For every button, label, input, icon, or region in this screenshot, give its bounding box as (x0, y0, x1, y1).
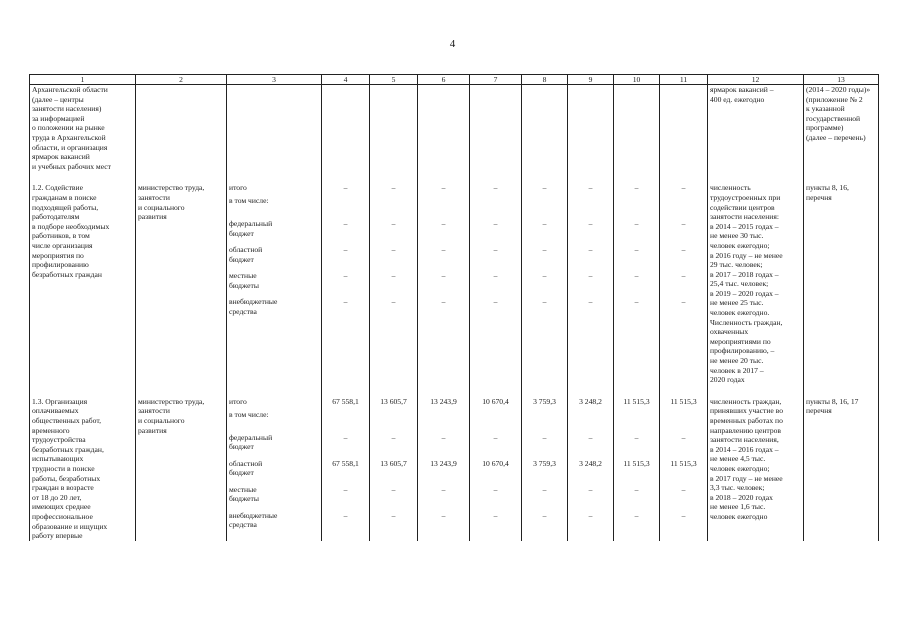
funding-value: 67 558,1 (332, 458, 359, 468)
column-header: 10 (614, 75, 660, 85)
funding-value: – (588, 484, 593, 494)
funding-values-v11 (660, 397, 708, 541)
funding-values-v9 (568, 85, 614, 172)
funding-value (418, 196, 469, 219)
funding-value: – (343, 219, 348, 229)
funding-value: – (343, 183, 348, 193)
funding-values-v5 (370, 183, 418, 384)
funding-value: – (343, 484, 348, 494)
funding-value: 10 670,4 (482, 396, 509, 406)
column-header: 1 (30, 75, 136, 85)
funding-value: – (493, 432, 498, 442)
reference: пункты 8, 16, перечня (806, 183, 849, 202)
funding-source-cell (227, 397, 322, 541)
funding-value: – (681, 484, 686, 494)
funding-value: – (542, 245, 547, 255)
column-header: 13 (804, 75, 879, 85)
measure-name-cell (30, 85, 136, 172)
reference: пункты 8, 16, 17 перечня (806, 396, 859, 416)
funding-value: – (441, 271, 446, 281)
indicator-cell (708, 183, 804, 384)
table-row (30, 183, 879, 384)
funding-values-v7 (470, 85, 522, 172)
funding-values-v8 (522, 397, 568, 541)
funding-value (614, 410, 659, 433)
funding-value: – (391, 245, 396, 255)
measure-name-cell (30, 183, 136, 384)
funding-value: – (681, 271, 686, 281)
funding-value: 11 515,3 (623, 458, 650, 468)
funding-value: – (493, 183, 498, 193)
funding-value (522, 410, 567, 433)
funding-value (568, 410, 613, 433)
funding-value: – (542, 183, 547, 193)
measure-name: 1.3. Организация оплачиваемых общественных работ, временного трудоустройства безработных граждан, испытывающих трудности в поиске работы, безработных граждан в возрасте от 18 до 20 лет, имеющих среднее профессиональное образование и ищущих работу впервые (32, 396, 108, 541)
reference-cell (804, 397, 879, 541)
funding-value: – (391, 271, 396, 281)
column-header: 7 (470, 75, 522, 85)
funding-value: – (493, 484, 498, 494)
funding-value (470, 196, 521, 219)
funding-value (522, 196, 567, 219)
funding-value: – (588, 245, 593, 255)
funding-values-v6 (418, 85, 470, 172)
funding-value: – (588, 219, 593, 229)
column-header: 5 (370, 75, 418, 85)
target-indicator: ярмарок вакансий – 400 ед. ежегодно (710, 85, 774, 104)
executor-cell (136, 85, 227, 172)
measure-name: Архангельской области (далее – центры занятости населения) за информацией о положении на рынке труда в Архангельской области, и организация ярмарок вакансий и учебных рабочих мест (32, 85, 111, 171)
column-header: 11 (660, 75, 708, 85)
funding-value: – (634, 510, 639, 520)
funding-values-v4 (322, 85, 370, 172)
funding-value (614, 196, 659, 219)
funding-values-v9 (568, 183, 614, 384)
funding-value: – (343, 297, 348, 307)
funding-value (470, 410, 521, 433)
funding-value (660, 196, 707, 219)
funding-value: – (343, 510, 348, 520)
funding-value: – (681, 183, 686, 193)
funding-values-v4 (322, 397, 370, 541)
funding-value: 13 605,7 (380, 396, 407, 406)
funding-value: – (441, 219, 446, 229)
funding-value: – (588, 510, 593, 520)
funding-value: – (588, 271, 593, 281)
funding-values-v10 (614, 183, 660, 384)
funding-source-label: итого (229, 183, 247, 193)
funding-values-v6 (418, 397, 470, 541)
funding-value: – (634, 432, 639, 442)
column-header: 9 (568, 75, 614, 85)
funding-values-v9 (568, 397, 614, 541)
reference-cell (804, 85, 879, 172)
funding-value: – (493, 219, 498, 229)
funding-source-label: областной бюджет (229, 245, 263, 264)
funding-value: 11 515,3 (670, 396, 697, 406)
funding-source-label: областной бюджет (229, 458, 263, 478)
funding-value: – (542, 432, 547, 442)
funding-values-v8 (522, 183, 568, 384)
target-indicator: численность граждан, принявших участие во временных работах по направлению центров занятости населения, в 2014 – 2016 годах – не менее 4,5 тыс. человек ежегодно; в 2017 году – не менее 3,3 тыс. человек; в 2018 – 2020 годах не менее 1,6 тыс. человек ежегодно (710, 396, 784, 521)
funding-values-v5 (370, 85, 418, 172)
column-header: 4 (322, 75, 370, 85)
measure-name-cell (30, 397, 136, 541)
column-header: 8 (522, 75, 568, 85)
funding-source-label: внебюджетные средства (229, 510, 278, 530)
funding-value: – (441, 297, 446, 307)
funding-source-label: в том числе: (229, 409, 269, 419)
funding-source-label: местные бюджеты (229, 484, 259, 504)
funding-value (660, 410, 707, 433)
funding-value: – (542, 297, 547, 307)
program-table (29, 74, 879, 541)
funding-value: – (542, 219, 547, 229)
table-row (30, 85, 879, 172)
funding-value: – (493, 245, 498, 255)
funding-value: 3 759,3 (533, 396, 556, 406)
row-spacer (30, 385, 879, 397)
funding-value: 13 605,7 (380, 458, 407, 468)
funding-value: – (681, 297, 686, 307)
executor: министерство труда, занятости и социального развития (138, 183, 205, 222)
reference: (2014 – 2020 годы)» (приложение № 2 к указанной государственной программе) (далее – перечень) (806, 85, 871, 142)
funding-values-v4 (322, 183, 370, 384)
funding-value: – (634, 271, 639, 281)
funding-value: – (391, 219, 396, 229)
funding-value: – (343, 432, 348, 442)
funding-source-label: в том числе: (229, 196, 269, 206)
funding-value: – (441, 245, 446, 255)
funding-source-label: итого (229, 396, 247, 406)
funding-value: – (542, 484, 547, 494)
funding-value (370, 410, 417, 433)
target-indicator: численность трудоустроенных при содействии центров занятости населения: в 2014 – 2015 годах – не менее 30 тыс. человек ежегодно; в 2016 году – не менее 29 тыс. человек; в 2017 – 2018 годах – 25,4 тыс. человек; в 2019 – 2020 годах – не менее 25 тыс. человек ежегодно. Численность граждан, охваченных мероприятиями по профилированию, – не менее 20 тыс. человек в 2017 – 2020 годах (710, 183, 783, 385)
funding-value (322, 410, 369, 433)
funding-value (370, 196, 417, 219)
funding-value: – (493, 271, 498, 281)
funding-value: – (343, 271, 348, 281)
funding-value: – (681, 245, 686, 255)
funding-value: – (634, 484, 639, 494)
funding-value: 3 248,2 (579, 396, 602, 406)
funding-value: – (681, 432, 686, 442)
column-header: 6 (418, 75, 470, 85)
funding-value: 11 515,3 (623, 396, 650, 406)
funding-source-label: федеральный бюджет (229, 432, 273, 452)
funding-value: – (588, 183, 593, 193)
funding-values-v11 (660, 183, 708, 384)
funding-values-v5 (370, 397, 418, 541)
page-number: 4 (449, 38, 456, 50)
funding-values-v11 (660, 85, 708, 172)
funding-value: 13 243,9 (430, 458, 457, 468)
column-header: 12 (708, 75, 804, 85)
funding-value: – (681, 219, 686, 229)
executor: министерство труда, занятости и социального развития (138, 396, 205, 435)
funding-value: – (588, 297, 593, 307)
funding-source-label: местные бюджеты (229, 271, 259, 290)
funding-value: – (542, 271, 547, 281)
funding-value: – (441, 432, 446, 442)
funding-values-v6 (418, 183, 470, 384)
funding-value: – (391, 432, 396, 442)
funding-values-v10 (614, 397, 660, 541)
funding-value: – (343, 245, 348, 255)
executor-cell (136, 397, 227, 541)
funding-value: – (542, 510, 547, 520)
funding-value: – (441, 484, 446, 494)
header-row (30, 75, 879, 85)
funding-value: 3 248,2 (579, 458, 602, 468)
funding-value: – (391, 297, 396, 307)
funding-value: – (493, 510, 498, 520)
column-header: 2 (136, 75, 227, 85)
table-row (30, 397, 879, 541)
funding-value: – (441, 183, 446, 193)
funding-value: – (391, 510, 396, 520)
funding-value: – (391, 484, 396, 494)
funding-source-label: внебюджетные средства (229, 297, 278, 316)
funding-value: – (441, 510, 446, 520)
funding-values-v8 (522, 85, 568, 172)
funding-source-cell (227, 183, 322, 384)
executor-cell (136, 183, 227, 384)
indicator-cell (708, 397, 804, 541)
funding-value: 10 670,4 (482, 458, 509, 468)
funding-value: 11 515,3 (670, 458, 697, 468)
funding-value: – (391, 183, 396, 193)
funding-value: 67 558,1 (332, 396, 359, 406)
funding-source-cell (227, 85, 322, 172)
column-header: 3 (227, 75, 322, 85)
funding-value (568, 196, 613, 219)
funding-values-v7 (470, 397, 522, 541)
measure-name: 1.2. Содействие гражданам в поиске подходящей работы, работодателям в подборе необходимых работников, в том числе организация мероприятия по профилированию безработных граждан (32, 183, 110, 279)
funding-value: – (634, 245, 639, 255)
funding-value (418, 410, 469, 433)
funding-values-v7 (470, 183, 522, 384)
funding-value: 13 243,9 (430, 396, 457, 406)
funding-source-label: федеральный бюджет (229, 219, 273, 238)
funding-value: 3 759,3 (533, 458, 556, 468)
funding-value: – (588, 432, 593, 442)
row-spacer (30, 171, 879, 183)
funding-value (322, 196, 369, 219)
indicator-cell (708, 85, 804, 172)
funding-value: – (681, 510, 686, 520)
funding-values-v10 (614, 85, 660, 172)
funding-value: – (634, 297, 639, 307)
reference-cell (804, 183, 879, 384)
funding-value: – (634, 219, 639, 229)
funding-value: – (634, 183, 639, 193)
funding-value: – (493, 297, 498, 307)
